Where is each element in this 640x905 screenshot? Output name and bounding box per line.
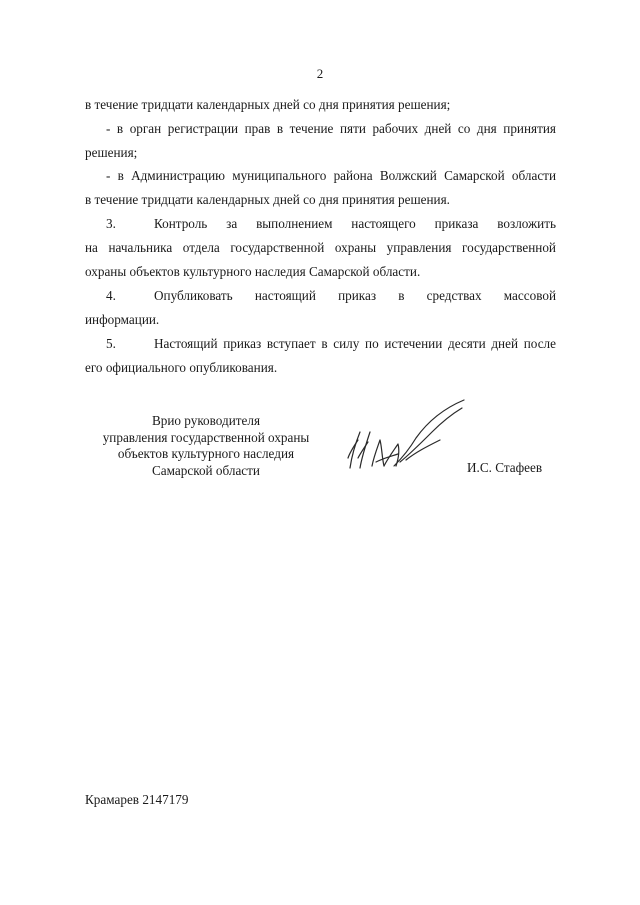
item-text: на начальника отдела государственной охраны управления государственной bbox=[85, 240, 556, 255]
item-text: Настоящий приказ вступает в силу по истечении десяти дней после bbox=[154, 336, 556, 351]
page-number: 2 bbox=[316, 66, 324, 81]
title-line: управления государственной охраны bbox=[102, 429, 310, 445]
title-line: Врио руководителя bbox=[151, 413, 261, 428]
signer-name: И.С. Стафеев bbox=[467, 460, 543, 475]
signatory-title bbox=[78, 413, 334, 479]
text-line: в течение тридцати календарных дней со дня принятия решения; bbox=[85, 97, 451, 112]
item-text: Опубликовать настоящий приказ в средствах массовой bbox=[154, 288, 556, 303]
item-text: его официального опубликования. bbox=[85, 360, 278, 375]
item-text: охраны объектов культурного наследия Самарской области. bbox=[85, 264, 421, 279]
text-line: решения; bbox=[85, 145, 138, 160]
item-text: Контроль за выполнением настоящего приказа возложить bbox=[154, 216, 556, 231]
item-text: информации. bbox=[85, 312, 160, 327]
text-line: - в Администрацию муниципального района Волжский Самарской области bbox=[106, 168, 556, 183]
item-number: 5. bbox=[106, 336, 116, 351]
item-number: 3. bbox=[106, 216, 116, 231]
text-line: - в орган регистрации прав в течение пяти рабочих дней со дня принятия bbox=[106, 121, 556, 136]
executor-note: Крамарев 2147179 bbox=[85, 792, 189, 807]
text-line: в течение тридцати календарных дней со дня принятия решения. bbox=[85, 192, 450, 207]
item-number: 4. bbox=[106, 288, 116, 303]
handwritten-signature bbox=[336, 396, 470, 476]
title-line: объектов культурного наследия bbox=[117, 446, 295, 461]
title-line: Самарской области bbox=[152, 462, 260, 478]
